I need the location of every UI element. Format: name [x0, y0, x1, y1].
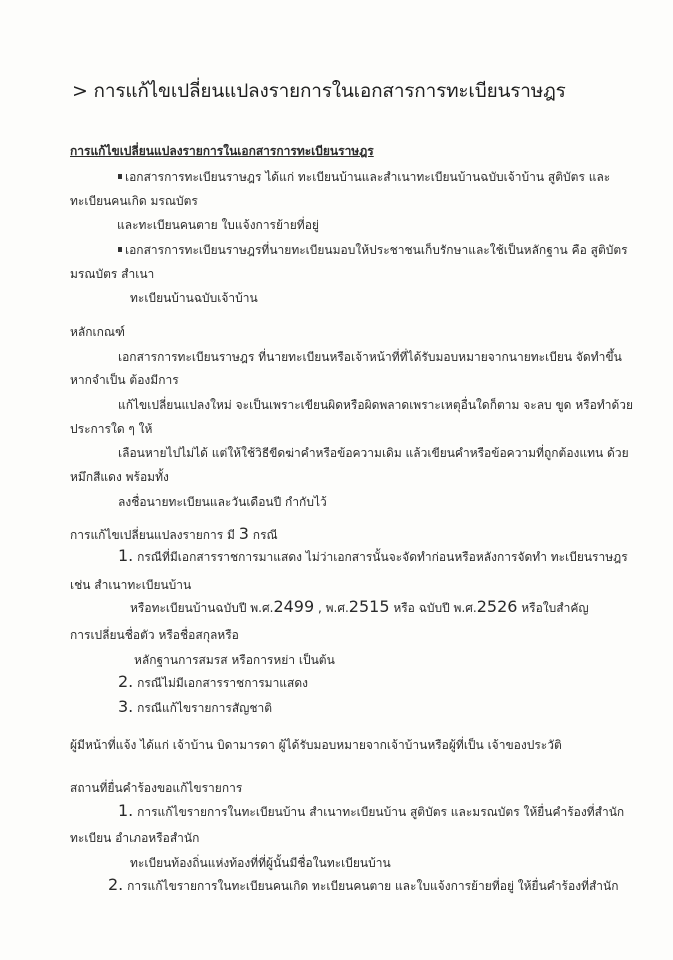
case-3: 3. กรณีแก้ไขรายการสัญชาติ — [118, 697, 273, 716]
duty-line: ผู้มีหน้าที่แจ้ง ได้แก่ เจ้าบ้าน บิดามารดา ผู้ได้รับมอบหมายจากเจ้าบ้านหรือผู้ที่เป็น เจ้าของประวัติ — [70, 738, 562, 752]
principle-line-1: เอกสารการทะเบียนราษฎร ที่นายทะเบียนหรือเจ้าหน้าที่ที่ได้รับมอบหมายจากนายทะเบียน จัดทำขึ้น — [118, 350, 622, 364]
intro-line-4: เอกสารการทะเบียนราษฎรที่นายทะเบียนมอบให้ประชาชนเก็บรักษาและใช้เป็นหลักฐาน คือ สูติบัตร — [118, 242, 628, 258]
bullet-icon — [118, 247, 122, 252]
page-title: > การแก้ไขเปลี่ยนแปลงรายการในเอกสารการทะเบียนราษฎร — [72, 80, 566, 102]
principle-line-6: หมึกสีแดง พร้อมทั้ง — [70, 470, 169, 484]
principle-line-3: แก้ไขเปลี่ยนแปลงใหม่ จะเป็นเพราะเขียนผิดหรือผิดพลาดเพราะเหตุอื่นใดก็ตาม จะลบ ขูด หรือทำด้วย — [118, 398, 634, 412]
principle-heading: หลักเกณฑ์ — [70, 325, 125, 339]
cases-heading: การแก้ไขเปลี่ยนแปลงรายการ มี 3 กรณี — [70, 524, 278, 543]
bullet-icon — [118, 174, 122, 179]
case-1-line-3: หรือทะเบียนบ้านฉบับปี พ.ศ.2499 , พ.ศ.2515 หรือ ฉบับปี พ.ศ.2526 หรือใบสำคัญ — [130, 597, 589, 616]
case-2: 2. กรณีไม่มีเอกสารราชการมาแสดง — [118, 672, 309, 691]
place-1-line-2: ทะเบียน อำเภอหรือสำนัก — [70, 831, 200, 845]
intro-line-1: เอกสารการทะเบียนราษฎร ได้แก่ ทะเบียนบ้านและสำเนาทะเบียนบ้านฉบับเจ้าบ้าน สูติบัตร และ — [118, 169, 610, 185]
principle-line-4: ประการใด ๆ ให้ — [70, 422, 153, 436]
case-1-line-1: 1. กรณีที่มีเอกสารราชการมาแสดง ไม่ว่าเอกสารนั้นจะจัดทำก่อนหรือหลังการจัดทำ ทะเบียนราษฎร — [118, 546, 628, 565]
intro-line-5: มรณบัตร สำเนา — [70, 267, 155, 281]
places-heading: สถานที่ยื่นคำร้องขอแก้ไขรายการ — [70, 781, 243, 795]
case-1-line-4: การเปลี่ยนชื่อตัว หรือชื่อสกุลหรือ — [70, 628, 239, 642]
section-subtitle: การแก้ไขเปลี่ยนแปลงรายการในเอกสารการทะเบียนราษฎร — [70, 144, 374, 158]
case-1-line-5: หลักฐานการสมรส หรือการหย่า เป็นต้น — [134, 653, 335, 667]
place-2-line-1: 2. การแก้ไขรายการในทะเบียนคนเกิด ทะเบียนคนตาย และใบแจ้งการย้ายที่อยู่ ให้ยื่นคำร้องที่สำนัก — [108, 875, 619, 894]
case-1-line-2: เช่น สำเนาทะเบียนบ้าน — [70, 578, 192, 592]
principle-line-5: เลือนหายไปไม่ได้ แต่ให้ใช้วิธีขีดฆ่าคำหรือข้อความเดิม แล้วเขียนคำหรือข้อความที่ถูกต้องแทน ด้วย — [118, 446, 629, 460]
principle-line-7: ลงชื่อนายทะเบียนและวันเดือนปี กำกับไว้ — [118, 495, 327, 509]
place-1-line-3: ทะเบียนท้องถิ่นแห่งท้องที่ที่ผู้นั้นมีชื่อในทะเบียนบ้าน — [130, 856, 391, 870]
intro-line-6: ทะเบียนบ้านฉบับเจ้าบ้าน — [130, 291, 258, 305]
intro-line-3: และทะเบียนคนตาย ใบแจ้งการย้ายที่อยู่ — [117, 218, 319, 232]
principle-line-2: หากจำเป็น ต้องมีการ — [70, 373, 179, 387]
intro-line-2: ทะเบียนคนเกิด มรณบัตร — [70, 194, 198, 208]
place-1-line-1: 1. การแก้ไขรายการในทะเบียนบ้าน สำเนาทะเบียนบ้าน สูติบัตร และมรณบัตร ให้ยื่นคำร้องที่สำนัก — [118, 801, 625, 820]
